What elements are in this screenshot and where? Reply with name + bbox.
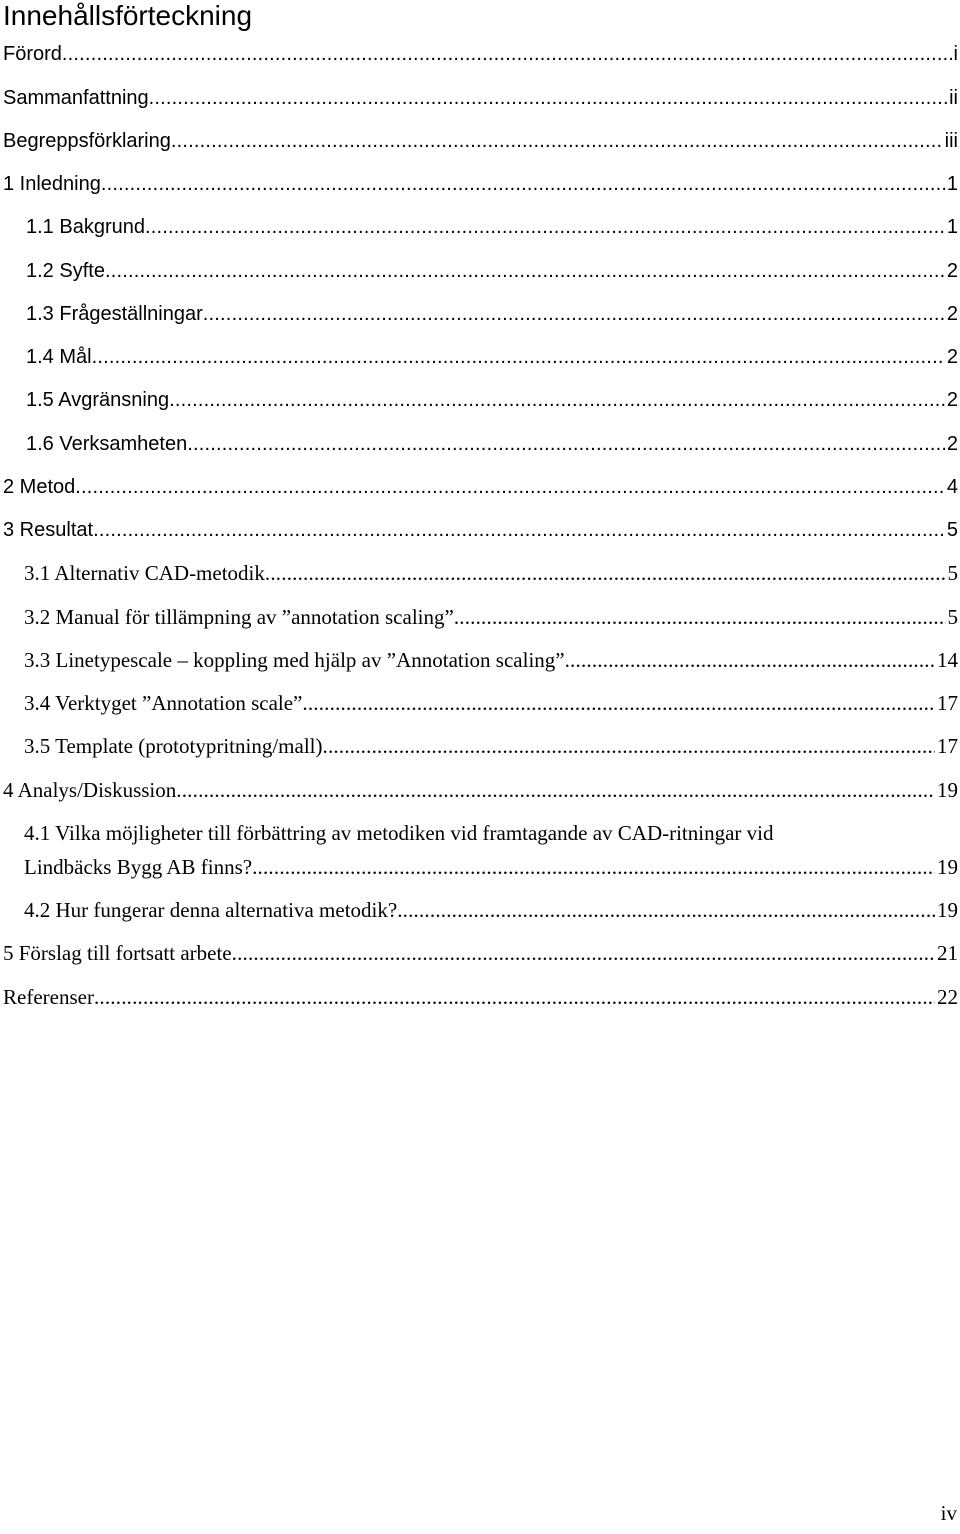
toc-entry-page: 19 — [937, 898, 958, 922]
toc-entry-page: 17 — [937, 734, 958, 758]
toc-entry-title: 4.2 Hur fungerar denna alternativa metodik? — [24, 898, 398, 922]
toc-entry-title-line1: 4.1 Vilka möjligheter till förbättring av metodiken vid framtagande av CAD-ritningar vid — [24, 821, 774, 845]
toc-entry-page: 14 — [937, 648, 958, 672]
toc-entry-page: 17 — [937, 691, 958, 715]
toc-entry-vilka-mojligheter[interactable] — [24, 820, 958, 880]
toc-entry-title: 1.5 Avgränsning — [26, 389, 170, 411]
toc-entry-page: i — [953, 43, 958, 65]
toc-entry-title: 3.1 Alternativ CAD-metodik — [24, 561, 265, 585]
dot-leader — [101, 171, 945, 197]
dot-leader — [397, 897, 935, 923]
toc-entry-second-line — [24, 854, 958, 880]
dot-leader — [105, 258, 945, 284]
toc-entry-page: 19 — [937, 778, 958, 802]
dot-leader — [203, 301, 945, 327]
toc-entry-page: 4 — [946, 476, 958, 498]
toc-entry-forslag-fortsatt-arbete[interactable] — [3, 940, 958, 966]
toc-entry-page: 5 — [946, 519, 958, 541]
toc-entry-sammanfattning[interactable] — [3, 85, 958, 111]
toc-entry-analys-diskussion[interactable] — [3, 777, 958, 803]
dot-leader — [62, 41, 952, 67]
toc-entry-title: Begreppsförklaring — [3, 130, 171, 152]
dot-leader — [169, 387, 945, 413]
toc-entry-page: 5 — [947, 605, 958, 629]
toc-entry-title: 3 Resultat — [3, 519, 94, 541]
dot-leader — [94, 984, 935, 1010]
dot-leader — [93, 517, 945, 543]
toc-entry-title: 3.2 Manual för tillämpning av ”annotation scaling” — [24, 605, 454, 629]
toc-entry-title: Sammanfattning — [3, 87, 149, 109]
toc-entry-linetypescale[interactable] — [24, 647, 958, 673]
toc-entry-inledning[interactable] — [3, 171, 958, 197]
dot-leader — [232, 940, 935, 966]
toc-entry-syfte[interactable] — [26, 258, 958, 284]
toc-entry-verktyget-annotation-scale[interactable] — [24, 690, 958, 716]
toc-entry-begreppsforklaring[interactable] — [3, 128, 958, 154]
toc-entry-page: 5 — [947, 561, 958, 585]
toc-entry-title: 3.3 Linetypescale – koppling med hjälp av ”Annotation scaling” — [24, 648, 565, 672]
dot-leader — [454, 604, 946, 630]
toc-entry-page: 2 — [946, 433, 958, 455]
toc-entry-title: 3.4 Verktyget ”Annotation scale” — [24, 691, 303, 715]
toc-entry-title: 1 Inledning — [3, 173, 101, 195]
toc-entry-title: 1.4 Mål — [26, 346, 92, 368]
dot-leader — [187, 431, 945, 457]
toc-entry-title: 1.1 Bakgrund — [26, 216, 145, 238]
toc-entry-mal[interactable] — [26, 344, 958, 370]
toc-entry-referenser[interactable] — [3, 984, 958, 1010]
toc-entry-page: iii — [944, 130, 958, 152]
toc-entry-fragestallningar[interactable] — [26, 301, 958, 327]
dot-leader — [302, 690, 935, 716]
toc-entry-title: 1.6 Verksamheten — [26, 433, 188, 455]
toc-entry-page: ii — [949, 87, 958, 109]
dot-leader — [265, 560, 946, 586]
dot-leader — [323, 733, 935, 759]
dot-leader — [171, 128, 943, 154]
toc-entry-title: 3.5 Template (prototypritning/mall) — [24, 734, 323, 758]
toc-entry-page: 1 — [946, 173, 958, 195]
dot-leader — [149, 85, 947, 111]
toc-entry-title: 5 Förslag till fortsatt arbete — [3, 941, 232, 965]
toc-entry-resultat[interactable] — [3, 517, 958, 543]
toc-entry-avgransning[interactable] — [26, 387, 958, 413]
dot-leader — [252, 854, 935, 880]
toc-entry-hur-fungerar[interactable] — [24, 897, 958, 923]
toc-entry-verksamheten[interactable] — [26, 431, 958, 457]
toc-entry-manual-annotation-scaling[interactable] — [24, 604, 958, 630]
toc-entry-alternativ-cad-metodik[interactable] — [24, 560, 958, 586]
toc-entry-title: Referenser — [3, 985, 94, 1009]
dot-leader — [565, 647, 935, 673]
dot-leader — [145, 214, 945, 240]
toc-entry-title-line2: Lindbäcks Bygg AB finns? — [24, 855, 253, 879]
toc-entry-template[interactable] — [24, 733, 958, 759]
toc-entry-metod[interactable] — [3, 474, 958, 500]
page-number: iv — [940, 1501, 957, 1525]
toc-entry-title: 1.2 Syfte — [26, 260, 105, 282]
toc-entry-bakgrund[interactable] — [26, 214, 958, 240]
toc-entry-page: 22 — [937, 985, 958, 1009]
toc-entry-title: 4 Analys/Diskussion — [3, 778, 177, 802]
toc-entry-page: 2 — [946, 346, 958, 368]
dot-leader — [75, 474, 945, 500]
dot-leader — [176, 777, 935, 803]
toc-entry-forord[interactable] — [3, 41, 958, 67]
toc-entry-page: 2 — [946, 303, 958, 325]
toc-title: Innehållsförteckning — [3, 0, 253, 31]
dot-leader — [92, 344, 945, 370]
toc-entry-page: 21 — [937, 941, 958, 965]
toc-entry-title: 2 Metod — [3, 476, 76, 498]
toc-entry-title: Förord — [3, 43, 62, 65]
toc-entry-page: 19 — [937, 855, 958, 879]
toc-entry-page: 2 — [946, 389, 958, 411]
toc-entry-page: 1 — [946, 216, 958, 238]
toc-entry-page: 2 — [946, 260, 958, 282]
toc-entry-title: 1.3 Frågeställningar — [26, 303, 203, 325]
